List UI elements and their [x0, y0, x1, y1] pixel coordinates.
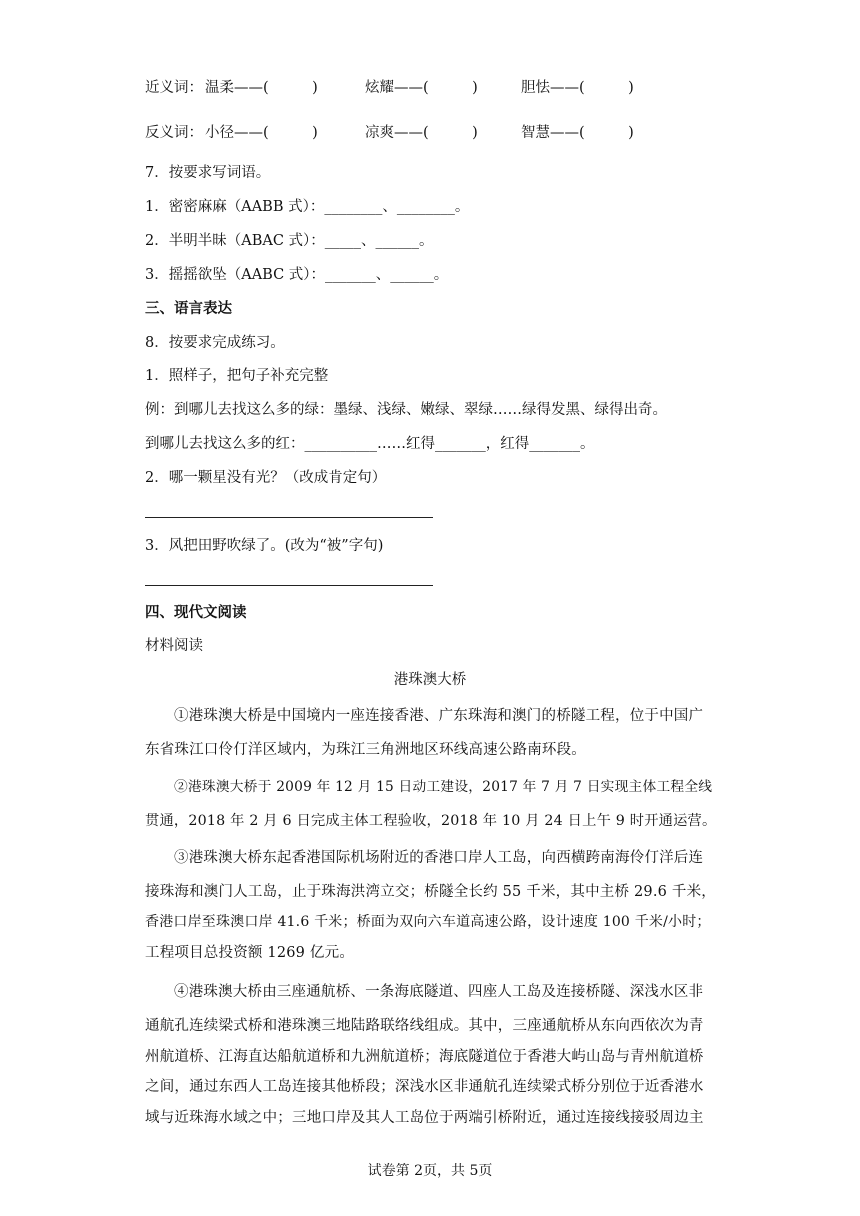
- article-line: ①港珠澳大桥是中国境内一座连接香港、广东珠海和澳门的桥隧工程，位于中国广: [174, 708, 704, 724]
- article-line: ③港珠澳大桥东起香港国际机场附近的香港口岸人工岛，向西横跨南海伶仃洋后连: [174, 850, 704, 866]
- q7-item-1: 1．密密麻麻（AABB 式）：________、________。: [145, 199, 470, 215]
- article-line: ②港珠澳大桥于 2009 年 12 月 15 日动工建设，2017 年 7 月 7 日实现主体工程全线: [174, 779, 713, 795]
- synonym-item-1: 温柔——( ): [205, 80, 318, 96]
- q7-prompt: 7．按要求写词语。: [145, 165, 271, 181]
- q8-sub1-title: 1．照样子，把句子补充完整: [145, 368, 329, 384]
- q7-item-3: 3．摇摇欲坠（AABC 式）：_______、______。: [145, 267, 449, 283]
- article-line: 香港口岸至珠澳口岸 41.6 千米；桥面为双向六车道高速公路，设计速度 100 千米/小时；: [145, 914, 711, 930]
- q7-item-2: 2．半明半昧（ABAC 式）：_____、______。: [145, 233, 434, 249]
- page-footer: 试卷第 2页，共 5页: [367, 1163, 493, 1179]
- q8-prompt: 8．按要求完成练习。: [145, 335, 285, 351]
- synonym-item-3: 胆怯——( ): [521, 80, 634, 96]
- antonyms-label: 反义词：: [145, 125, 203, 141]
- q8-sub3: 3．风把田野吹绿了。(改为“被”字句): [145, 538, 384, 554]
- answer-line-1: [145, 517, 433, 518]
- antonym-item-2: 凉爽——( ): [365, 125, 478, 141]
- article-title: 港珠澳大桥: [393, 672, 467, 688]
- antonym-item-3: 智慧——( ): [521, 125, 634, 141]
- article-line: 之间，通过东西人工岛连接其他桥段；深浅水区非通航孔连续梁式桥分别位于近香港水: [145, 1079, 704, 1095]
- answer-line-2: [145, 585, 433, 586]
- material-label: 材料阅读: [145, 638, 203, 654]
- synonym-item-2: 炫耀——( ): [365, 80, 478, 96]
- q8-sub1-task: 到哪儿去找这么多的红：__________……红得_______，红得_______。: [145, 436, 595, 452]
- article-line: 域与近珠海水域之中；三地口岸及其人工岛位于两端引桥附近，通过连接线接驳周边主: [145, 1110, 704, 1126]
- article-line: 工程项目总投资额 1269 亿元。: [145, 945, 355, 961]
- article-line: 接珠海和澳门人工岛，止于珠海洪湾立交；桥隧全长约 55 千米，其中主桥 29.6 千米，: [145, 884, 716, 900]
- q8-sub2: 2．哪一颗星没有光？（改成肯定句）: [145, 470, 387, 486]
- article-line: ④港珠澳大桥由三座通航桥、一条海底隧道、四座人工岛及连接桥隧、深浅水区非: [174, 984, 704, 1000]
- q8-sub1-example: 例：到哪儿去找这么多的绿：墨绿、浅绿、嫩绿、翠绿……绿得发黑、绿得出奇。: [145, 402, 667, 418]
- section-4-title: 四、现代文阅读: [145, 604, 247, 621]
- synonyms-label: 近义词：: [145, 80, 203, 96]
- article-line: 州航道桥、江海直达船航道桥和九洲航道桥；海底隧道位于香港大屿山岛与青州航道桥: [145, 1049, 704, 1065]
- section-3-title: 三、语言表达: [145, 300, 232, 317]
- article-line: 通航孔连续梁式桥和港珠澳三地陆路联络线组成。其中，三座通航桥从东向西依次为青: [145, 1018, 704, 1034]
- article-line: 贯通，2018 年 2 月 6 日完成主体工程验收，2018 年 10 月 24 日上午 9 时开通运营。: [145, 813, 717, 829]
- antonym-item-1: 小径——( ): [205, 125, 318, 141]
- article-line: 东省珠江口伶仃洋区域内，为珠江三角洲地区环线高速公路南环段。: [145, 742, 586, 758]
